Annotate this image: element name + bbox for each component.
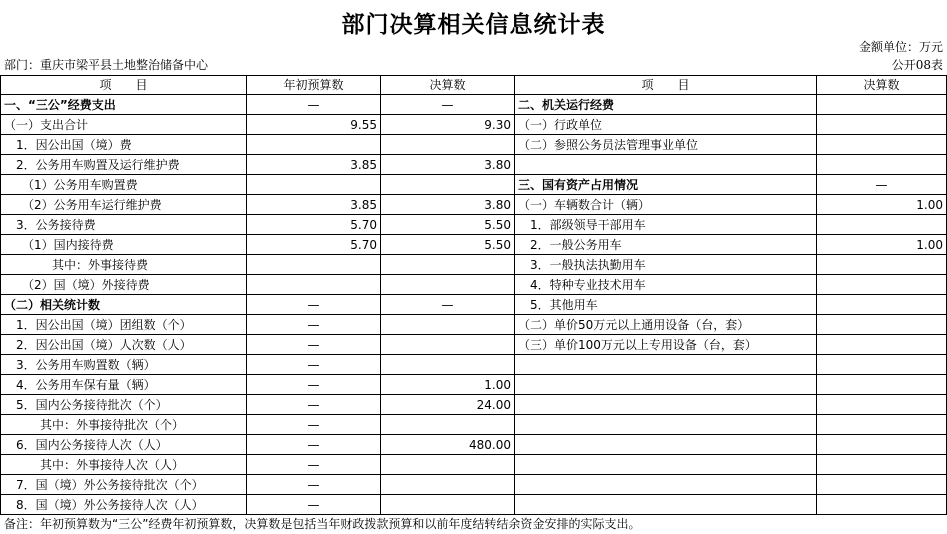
budget-cell: [247, 135, 381, 155]
final-cell: [381, 475, 515, 495]
right-final-cell: [817, 355, 947, 375]
budget-cell: —: [247, 315, 381, 335]
table-row: [1, 115, 947, 135]
right-item-cell: [515, 395, 817, 415]
left-item-cell: （2）国（境）外接待费: [1, 275, 247, 295]
left-item-cell: 其中：外事接待人次（人）: [1, 455, 247, 475]
right-item-cell: 三、国有资产占用情况: [515, 175, 817, 195]
budget-cell: —: [247, 95, 381, 115]
budget-cell: 3.85: [247, 155, 381, 175]
budget-cell: 3.85: [247, 195, 381, 215]
final-cell: [381, 175, 515, 195]
left-item-cell: （1）国内接待费: [1, 235, 247, 255]
table-row: [1, 275, 947, 295]
right-final-cell: [817, 275, 947, 295]
right-final-cell: [817, 295, 947, 315]
budget-cell: —: [247, 295, 381, 315]
table-row: [1, 215, 947, 235]
table-row: [1, 235, 947, 255]
final-cell: 9.30: [381, 115, 515, 135]
left-item-cell: 3．公务用车购置数（辆）: [1, 355, 247, 375]
right-item-cell: （三）单价100万元以上专用设备（台，套）: [515, 335, 817, 355]
final-cell: [381, 355, 515, 375]
right-final-cell: [817, 135, 947, 155]
budget-cell: [247, 175, 381, 195]
left-item-cell: 其中：外事接待费: [1, 255, 247, 275]
right-final-cell: [817, 215, 947, 235]
right-final-cell: [817, 395, 947, 415]
right-item-cell: （二）单价50万元以上通用设备（台，套）: [515, 315, 817, 335]
left-item-cell: （2）公务用车运行维护费: [1, 195, 247, 215]
left-item-cell: 4．公务用车保有量（辆）: [1, 375, 247, 395]
final-cell: —: [381, 95, 515, 115]
table-row: [1, 495, 947, 515]
left-item-cell: （二）相关统计数: [1, 295, 247, 315]
table-row: [1, 95, 947, 115]
final-cell: 1.00: [381, 375, 515, 395]
right-item-cell: （二）参照公务员法管理事业单位: [515, 135, 817, 155]
left-item-cell: 8．国（境）外公务接待人次（人）: [1, 495, 247, 515]
right-final-cell: [817, 415, 947, 435]
budget-cell: —: [247, 375, 381, 395]
header-item-left: 项 目: [1, 76, 247, 95]
right-item-cell: [515, 155, 817, 175]
left-item-cell: 6．国内公务接待人次（人）: [1, 435, 247, 455]
budget-cell: —: [247, 355, 381, 375]
table-row: [1, 315, 947, 335]
left-item-cell: 7．国（境）外公务接待批次（个）: [1, 475, 247, 495]
table-row: [1, 335, 947, 355]
table-header-row: [1, 76, 947, 95]
left-item-cell: 1．因公出国（境）团组数（个）: [1, 315, 247, 335]
right-item-cell: [515, 475, 817, 495]
final-cell: 5.50: [381, 235, 515, 255]
final-cell: [381, 455, 515, 475]
left-item-cell: （1）公务用车购置费: [1, 175, 247, 195]
right-final-cell: [817, 375, 947, 395]
left-item-cell: 2．公务用车购置及运行维护费: [1, 155, 247, 175]
right-final-cell: [817, 495, 947, 515]
budget-cell: —: [247, 335, 381, 355]
table-row: [1, 255, 947, 275]
final-cell: [381, 275, 515, 295]
right-final-cell: —: [817, 175, 947, 195]
right-final-cell: 1.00: [817, 235, 947, 255]
right-final-cell: [817, 95, 947, 115]
right-item-cell: [515, 495, 817, 515]
final-cell: 24.00: [381, 395, 515, 415]
right-item-cell: [515, 375, 817, 395]
budget-cell: —: [247, 455, 381, 475]
final-cell: [381, 495, 515, 515]
right-final-cell: [817, 115, 947, 135]
budget-cell: 9.55: [247, 115, 381, 135]
left-item-cell: 其中：外事接待批次（个）: [1, 415, 247, 435]
statistics-table: [0, 75, 947, 515]
right-final-cell: [817, 255, 947, 275]
table-row: [1, 375, 947, 395]
right-item-cell: 3．一般执法执勤用车: [515, 255, 817, 275]
table-row: [1, 195, 947, 215]
right-final-cell: [817, 455, 947, 475]
left-item-cell: （一）支出合计: [1, 115, 247, 135]
table-row: [1, 475, 947, 495]
amount-unit: 金额单位：万元: [858, 40, 943, 54]
report-title: 部门决算相关信息统计表: [341, 11, 606, 38]
left-item-cell: 3．公务接待费: [1, 215, 247, 235]
right-item-cell: 5．其他用车: [515, 295, 817, 315]
right-item-cell: [515, 435, 817, 455]
budget-cell: [247, 275, 381, 295]
left-item-cell: 5．国内公务接待批次（个）: [1, 395, 247, 415]
budget-cell: —: [247, 395, 381, 415]
table-row: [1, 395, 947, 415]
table-row: [1, 415, 947, 435]
table-row: [1, 355, 947, 375]
budget-cell: 5.70: [247, 235, 381, 255]
final-cell: 480.00: [381, 435, 515, 455]
left-item-cell: 2．因公出国（境）人次数（人）: [1, 335, 247, 355]
department-label: 部门：重庆市梁平县土地整治储备中心: [4, 58, 209, 72]
right-item-cell: 1．部级领导干部用车: [515, 215, 817, 235]
left-item-cell: 一、“三公”经费支出: [1, 95, 247, 115]
final-cell: [381, 255, 515, 275]
header-item-right: 项 目: [515, 76, 817, 95]
right-final-cell: [817, 335, 947, 355]
final-cell: 5.50: [381, 215, 515, 235]
final-cell: [381, 315, 515, 335]
header-final-right: 决算数: [817, 76, 947, 95]
right-item-cell: 4．特种专业技术用车: [515, 275, 817, 295]
right-final-cell: [817, 475, 947, 495]
right-item-cell: [515, 355, 817, 375]
budget-cell: —: [247, 435, 381, 455]
final-cell: [381, 415, 515, 435]
final-cell: [381, 135, 515, 155]
right-item-cell: [515, 415, 817, 435]
right-item-cell: （一）行政单位: [515, 115, 817, 135]
budget-cell: —: [247, 415, 381, 435]
table-row: [1, 455, 947, 475]
final-cell: 3.80: [381, 155, 515, 175]
right-final-cell: [817, 435, 947, 455]
right-item-cell: 二、机关运行经费: [515, 95, 817, 115]
budget-cell: 5.70: [247, 215, 381, 235]
table-row: [1, 175, 947, 195]
final-cell: —: [381, 295, 515, 315]
right-final-cell: 1.00: [817, 195, 947, 215]
header-final: 决算数: [381, 76, 515, 95]
right-final-cell: [817, 315, 947, 335]
right-item-cell: 2．一般公务用车: [515, 235, 817, 255]
header-budget: 年初预算数: [247, 76, 381, 95]
budget-cell: —: [247, 475, 381, 495]
final-cell: [381, 335, 515, 355]
final-cell: 3.80: [381, 195, 515, 215]
left-item-cell: 1．因公出国（境）费: [1, 135, 247, 155]
right-item-cell: （一）车辆数合计（辆）: [515, 195, 817, 215]
table-row: [1, 435, 947, 455]
budget-cell: —: [247, 495, 381, 515]
budget-cell: [247, 255, 381, 275]
table-row: [1, 155, 947, 175]
footnote: 备注：年初预算数为“三公”经费年初预算数，决算数是包括当年财政拨款预算和以前年度结转结余资金安排的实际支出。: [4, 517, 641, 531]
table-row: [1, 295, 947, 315]
right-final-cell: [817, 155, 947, 175]
right-item-cell: [515, 455, 817, 475]
form-number: 公开08表: [891, 58, 943, 72]
table-row: [1, 135, 947, 155]
